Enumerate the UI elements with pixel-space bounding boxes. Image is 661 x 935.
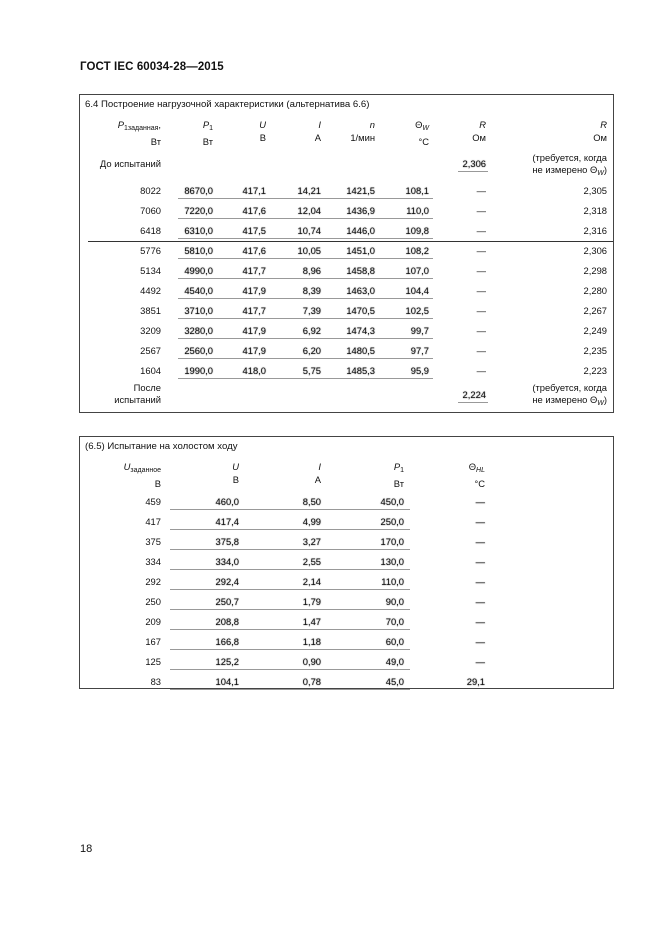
cell-theta: — [475,496,485,507]
cell-u: 334,0 [215,556,239,567]
cell-p1: 450,0 [380,496,404,507]
cell-u: 292,4 [215,576,239,587]
cell-n: 1480,5 [346,345,375,356]
cell-theta: 97,7 [410,345,429,356]
cell-theta: — [475,596,485,607]
header-theta-w: $\Theta_W$ °С [415,119,429,147]
cell-u: 375,8 [215,536,239,547]
cell-i: 2,14 [302,576,321,587]
cell-n: 1458,8 [346,265,375,276]
cell-r1: — [476,345,486,356]
cell-i: 6,20 [302,345,321,356]
cell-p1-set: 8022 [140,185,161,196]
table1-after-row [80,382,613,410]
cell-theta: — [475,576,485,587]
table-row [80,573,613,593]
table-row [80,553,613,573]
cell-u: 417,6 [242,245,266,256]
cell-n: 1463,0 [346,285,375,296]
row-divider [88,241,613,242]
cell-u: 417,7 [242,305,266,316]
cell-theta: 110,0 [406,205,429,216]
cell-p1-set: 3209 [140,325,161,336]
cell-n: 1485,3 [346,365,375,376]
cell-i: 5,75 [302,365,321,376]
cell-theta: 108,2 [405,245,429,256]
cell-p1: 6310,0 [184,225,213,236]
cell-theta: 104,4 [405,285,429,296]
cell-i: 3,27 [302,536,321,547]
table1-title: 6.4 Построение нагрузочной характеристики (альтернатива 6.6) [85,99,370,110]
cell-i: 14,21 [297,185,321,196]
cell-p1-set: 1604 [140,365,161,376]
cell-p1: 170,0 [380,536,404,547]
cell-r1: — [476,185,486,196]
cell-u: 166,8 [215,636,239,647]
cell-i: 1,18 [302,636,321,647]
cell-p1: 250,0 [380,516,404,527]
table1-before-row [80,152,613,180]
table-row [80,613,613,633]
cell-i: 10,05 [297,245,321,256]
table-row [80,533,613,553]
cell-p1-set: 4492 [140,285,161,296]
cell-u: 417,9 [242,285,266,296]
cell-theta: 29,1 [466,676,485,687]
table-row [80,182,613,202]
cell-u: 417,9 [242,325,266,336]
cell-p1-set: 7060 [140,205,161,216]
cell-theta: — [475,656,485,667]
cell-u: 417,5 [242,225,266,236]
header-r1: R Ом [472,119,486,143]
cell-r2: 2,305 [583,185,607,196]
cell-u: 250,7 [215,596,239,607]
cell-p1: 4540,0 [184,285,213,296]
table-row [80,653,613,673]
before-r1: 2,306 [462,158,486,169]
cell-u-set: 459 [145,496,161,507]
cell-u-set: 334 [145,556,161,567]
before-label: До испытаний [99,158,161,169]
table-row [80,262,613,282]
cell-theta: — [475,516,485,527]
cell-i: 7,39 [302,305,321,316]
cell-r2: 2,235 [583,345,607,356]
table2-title: (6.5) Испытание на холостом ходу [85,441,238,452]
cell-n: 1446,0 [346,225,375,236]
cell-p1: 8670,0 [184,185,213,196]
table-row [80,593,613,613]
cell-u-set: 417 [145,516,161,527]
header-p1: $P_1$ Вт [202,119,213,147]
no-load-test-table [79,436,614,689]
cell-theta: — [475,636,485,647]
header-i2: I А [314,461,321,485]
cell-u-set: 167 [145,636,161,647]
cell-r1: — [476,305,486,316]
after-note: (требуется, когда не измерено $\Theta_W$) [532,382,607,407]
cell-p1-set: 3851 [140,305,161,316]
table-row [80,342,613,362]
table-row [80,222,613,242]
cell-u-set: 250 [145,596,161,607]
cell-r1: — [476,225,486,236]
cell-p1: 130,0 [380,556,404,567]
cell-theta: — [475,556,485,567]
cell-r1: — [476,325,486,336]
table-row [80,202,613,222]
table-row [80,362,613,382]
load-characteristic-table [79,94,614,413]
cell-r2: 2,318 [583,205,607,216]
header-p1-2: $P_1$ Вт [393,461,404,489]
cell-p1: 90,0 [385,596,404,607]
cell-u: 417,9 [242,345,266,356]
cell-p1-set: 5776 [140,245,161,256]
cell-r2: 2,223 [583,365,607,376]
cell-u-set: 292 [145,576,161,587]
cell-u-set: 375 [145,536,161,547]
cell-p1: 49,0 [385,656,404,667]
cell-i: 0,78 [302,676,321,687]
cell-r1: — [476,365,486,376]
cell-i: 10,74 [297,225,321,236]
page-number: 18 [80,843,93,855]
header-p1-set: $P_{1заданная}$, Вт [117,119,161,147]
cell-u: 417,6 [242,205,266,216]
cell-u: 417,4 [215,516,239,527]
cell-p1-set: 2567 [140,345,161,356]
cell-r2: 2,267 [583,305,607,316]
before-note: (требуется, когда не измерено $\Theta_W$) [532,152,607,177]
cell-p1: 60,0 [385,636,404,647]
cell-i: 6,92 [302,325,321,336]
cell-u: 417,7 [242,265,266,276]
cell-p1-set: 6418 [140,225,161,236]
cell-theta: 102,5 [405,305,429,316]
cell-r1: — [476,205,486,216]
cell-r2: 2,249 [583,325,607,336]
cell-i: 8,39 [302,285,321,296]
cell-i: 8,50 [302,496,321,507]
cell-theta: 107,0 [405,265,429,276]
cell-u-set: 209 [145,616,161,627]
cell-u: 460,0 [215,496,239,507]
cell-i: 0,90 [302,656,321,667]
header-u-set: $U_{заданное}$ В [123,461,161,489]
table-row [80,673,613,693]
table-row [80,242,613,262]
cell-theta: 108,1 [405,185,429,196]
cell-i: 1,47 [302,616,321,627]
cell-i: 2,55 [302,556,321,567]
table-row [80,633,613,653]
header-r2: R Ом [593,119,607,143]
table-row [80,513,613,533]
cell-r2: 2,298 [583,265,607,276]
cell-p1-set: 5134 [140,265,161,276]
header-i: I А [314,119,321,143]
table-row [80,322,613,342]
cell-r1: — [476,265,486,276]
document-header: ГОСТ IEC 60034-28—2015 [80,61,224,73]
cell-theta: 109,8 [405,225,429,236]
cell-p1: 5810,0 [184,245,213,256]
cell-n: 1451,0 [346,245,375,256]
cell-u: 418,0 [242,365,266,376]
cell-p1: 45,0 [385,676,404,687]
cell-p1: 1990,0 [184,365,213,376]
cell-i: 4,99 [302,516,321,527]
cell-i: 8,96 [302,265,321,276]
cell-r1: — [476,285,486,296]
cell-r2: 2,316 [583,225,607,236]
cell-theta: 95,9 [410,365,429,376]
cell-u: 208,8 [215,616,239,627]
cell-u: 417,1 [242,185,266,196]
table-row [80,493,613,513]
cell-n: 1436,9 [346,205,375,216]
cell-p1: 3710,0 [184,305,213,316]
table-row [80,282,613,302]
cell-theta: — [475,536,485,547]
cell-theta: 99,7 [410,325,429,336]
cell-p1: 2560,0 [184,345,213,356]
cell-u: 104,1 [215,676,239,687]
header-u2: U В [232,461,239,485]
cell-i: 12,04 [297,205,321,216]
after-r1: 2,224 [462,389,486,400]
cell-u-set: 83 [150,676,161,687]
cell-p1: 4990,0 [184,265,213,276]
cell-n: 1470,5 [346,305,375,316]
cell-r2: 2,306 [583,245,607,256]
header-theta-hl: $\Theta_{HL}$ °С [468,461,485,489]
cell-p1: 7220,0 [184,205,213,216]
cell-i: 1,79 [302,596,321,607]
cell-r2: 2,280 [583,285,607,296]
cell-u: 125,2 [215,656,239,667]
cell-u-set: 125 [145,656,161,667]
table-row [80,302,613,322]
table1-header-row [80,117,613,147]
cell-p1: 70,0 [385,616,404,627]
cell-n: 1474,3 [346,325,375,336]
header-u: U В [259,119,266,143]
cell-n: 1421,5 [346,185,375,196]
cell-p1: 3280,0 [184,325,213,336]
cell-theta: — [475,616,485,627]
cell-p1: 110,0 [381,576,404,587]
table2-header-row [80,459,613,489]
header-n: n 1/мин [350,119,375,143]
cell-r1: — [476,245,486,256]
after-label: После испытаний [114,382,161,405]
